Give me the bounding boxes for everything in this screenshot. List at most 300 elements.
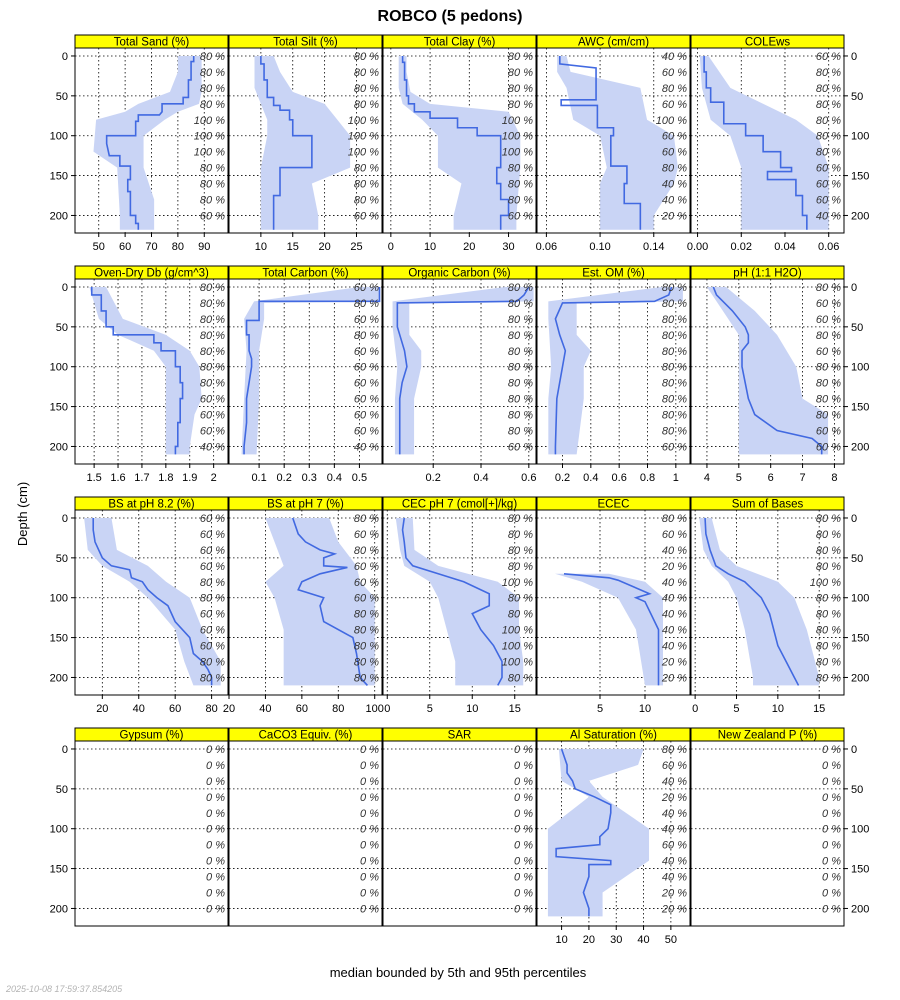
data-coverage-label: 60 % (199, 512, 225, 525)
data-coverage-label: 0 % (206, 887, 225, 900)
panel-title: Organic Carbon (%) (408, 267, 511, 280)
panel-title: New Zealand P (%) (717, 729, 818, 742)
x-tick-label: 5 (735, 472, 742, 484)
data-coverage-label: 60 % (815, 313, 841, 326)
data-coverage-label: 80 % (353, 98, 379, 111)
data-coverage-label: 20 % (661, 560, 687, 573)
data-coverage-label: 80 % (661, 82, 687, 95)
data-coverage-label: 60 % (199, 528, 225, 541)
data-coverage-label: 80 % (815, 672, 841, 685)
x-tick-label: 20 (96, 703, 109, 715)
x-tick-label: 5 (596, 703, 604, 715)
y-tick-label: 200 (851, 903, 870, 916)
panel-title: SAR (447, 729, 472, 742)
data-coverage-label: 0 % (822, 823, 841, 836)
x-tick-label: 50 (664, 934, 677, 946)
x-tick-label: 70 (145, 241, 158, 253)
data-coverage-label: 100 % (347, 130, 379, 143)
x-tick-label: 0.06 (535, 241, 558, 253)
panel (691, 497, 869, 715)
data-coverage-label: 0 % (514, 839, 533, 852)
panel (229, 35, 382, 253)
data-coverage-label: 60 % (199, 409, 225, 422)
data-coverage-label: 80 % (507, 560, 533, 573)
data-coverage-label: 80 % (199, 377, 225, 390)
data-coverage-label: 80 % (815, 130, 841, 143)
y-tick-label: 200 (851, 441, 870, 454)
data-coverage-label: 100 % (655, 114, 687, 127)
data-coverage-label: 60 % (661, 130, 687, 143)
data-coverage-label: 80 % (507, 297, 533, 310)
y-tick-label: 50 (55, 90, 68, 103)
data-coverage-label: 80 % (815, 656, 841, 669)
data-coverage-label: 60 % (199, 624, 225, 637)
data-coverage-label: 80 % (199, 672, 225, 685)
x-tick-label: 0.3 (301, 472, 317, 484)
x-tick-label: 80 (205, 703, 218, 715)
data-coverage-label: 60 % (353, 425, 379, 438)
data-coverage-label: 60 % (661, 66, 687, 79)
data-coverage-label: 0 % (360, 871, 379, 884)
panel (383, 497, 536, 715)
data-coverage-label: 0 % (514, 807, 533, 820)
y-tick-label: 0 (61, 743, 68, 756)
data-coverage-label: 80 % (353, 66, 379, 79)
data-coverage-label: 100 % (501, 656, 533, 669)
x-tick-label: 10 (771, 703, 784, 715)
y-tick-label: 0 (851, 281, 858, 294)
data-coverage-label: 80 % (815, 512, 841, 525)
data-coverage-label: 40 % (661, 640, 687, 653)
y-tick-label: 50 (55, 783, 68, 796)
data-coverage-label: 80 % (507, 178, 533, 191)
data-coverage-label: 0 % (514, 887, 533, 900)
data-coverage-label: 80 % (199, 656, 225, 669)
data-coverage-label: 80 % (353, 50, 379, 63)
x-tick-label: 10 (555, 934, 568, 946)
percentile-band (557, 56, 678, 230)
panel-title: Total Silt (%) (273, 36, 338, 49)
data-coverage-label: 20 % (661, 903, 687, 916)
data-coverage-label: 60 % (815, 425, 841, 438)
data-coverage-label: 40 % (661, 576, 687, 589)
y-tick-label: 150 (49, 170, 68, 183)
data-coverage-label: 60 % (353, 528, 379, 541)
data-coverage-label: 80 % (353, 82, 379, 95)
data-coverage-label: 80 % (661, 377, 687, 390)
data-coverage-label: 80 % (353, 608, 379, 621)
data-coverage-label: 60 % (661, 146, 687, 159)
x-tick-label: 0.1 (251, 472, 267, 484)
panel-title: ECEC (597, 498, 630, 511)
x-tick-label: 0.6 (521, 472, 537, 484)
x-tick-label: 50 (92, 241, 105, 253)
data-coverage-label: 80 % (815, 281, 841, 294)
data-coverage-label: 0 % (822, 759, 841, 772)
panel (223, 497, 384, 715)
data-coverage-label: 80 % (507, 313, 533, 326)
x-tick-label: 20 (222, 703, 236, 715)
panel (537, 728, 690, 946)
data-coverage-label: 0 % (514, 903, 533, 916)
data-coverage-label: 60 % (353, 210, 379, 223)
x-tick-label: 0.2 (554, 472, 571, 484)
data-coverage-label: 60 % (815, 162, 841, 175)
data-coverage-label: 80 % (815, 114, 841, 127)
data-coverage-label: 60 % (661, 98, 687, 111)
data-coverage-label: 100 % (193, 130, 225, 143)
panel-title: Total Clay (%) (423, 36, 496, 49)
x-axis-title: median bounded by 5th and 95th percentiles (329, 965, 587, 980)
data-coverage-label: 40 % (661, 194, 687, 207)
x-tick-label: 2 (210, 472, 217, 484)
data-coverage-label: 80 % (199, 66, 225, 79)
data-coverage-label: 60 % (815, 194, 841, 207)
x-tick-label: 0 (384, 703, 391, 715)
panel (383, 35, 536, 253)
data-coverage-label: 60 % (815, 178, 841, 191)
y-tick-label: 50 (55, 321, 68, 334)
data-coverage-label: 100 % (347, 114, 379, 127)
data-coverage-label: 0 % (206, 775, 225, 788)
percentile-band (255, 56, 351, 230)
x-tick-label: 1.9 (182, 472, 198, 484)
data-coverage-label: 60 % (199, 544, 225, 557)
x-tick-label: 90 (198, 241, 211, 253)
data-coverage-label: 0 % (206, 903, 225, 916)
data-coverage-label: 0 % (206, 807, 225, 820)
data-coverage-label: 80 % (815, 560, 841, 573)
data-coverage-label: 60 % (661, 441, 687, 454)
data-coverage-label: 80 % (353, 297, 379, 310)
data-coverage-label: 80 % (815, 377, 841, 390)
data-coverage-label: 100 % (193, 114, 225, 127)
y-tick-label: 200 (49, 441, 68, 454)
data-coverage-label: 0 % (206, 839, 225, 852)
percentile-band (699, 518, 819, 685)
data-coverage-label: 0 % (822, 887, 841, 900)
data-coverage-label: 0 % (822, 839, 841, 852)
data-coverage-label: 80 % (507, 672, 533, 685)
y-tick-label: 100 (49, 823, 68, 836)
data-coverage-label: 80 % (507, 281, 533, 294)
y-tick-label: 0 (61, 281, 68, 294)
y-tick-label: 200 (851, 672, 870, 685)
x-tick-label: 10 (466, 703, 479, 715)
data-coverage-label: 80 % (507, 50, 533, 63)
panel (383, 728, 536, 926)
x-tick-label: 1.8 (158, 472, 174, 484)
x-tick-label: 0.4 (326, 472, 342, 484)
y-tick-label: 50 (851, 552, 864, 565)
y-tick-label: 50 (851, 783, 864, 796)
y-tick-label: 0 (851, 512, 858, 525)
x-tick-label: 0.4 (473, 472, 489, 484)
y-tick-label: 100 (851, 592, 870, 605)
x-tick-label: 40 (132, 703, 145, 715)
data-coverage-label: 0 % (360, 743, 379, 756)
x-tick-label: 60 (169, 703, 182, 715)
y-tick-label: 150 (49, 632, 68, 645)
y-tick-label: 200 (49, 903, 68, 916)
y-tick-label: 150 (851, 401, 870, 414)
panel (691, 728, 869, 926)
x-tick-label: 15 (508, 703, 521, 715)
y-tick-label: 200 (49, 672, 68, 685)
data-coverage-label: 40 % (661, 50, 687, 63)
data-coverage-label: 100 % (809, 576, 841, 589)
data-coverage-label: 80 % (661, 393, 687, 406)
data-coverage-label: 100 % (501, 624, 533, 637)
y-tick-label: 50 (851, 321, 864, 334)
y-tick-label: 100 (851, 130, 870, 143)
x-tick-label: 60 (295, 703, 308, 715)
data-coverage-label: 80 % (353, 640, 379, 653)
data-coverage-label: 80 % (507, 393, 533, 406)
data-coverage-label: 80 % (199, 98, 225, 111)
data-coverage-label: 80 % (815, 592, 841, 605)
panel (229, 728, 382, 926)
data-coverage-label: 60 % (353, 576, 379, 589)
data-coverage-label: 60 % (199, 425, 225, 438)
data-coverage-label: 0 % (360, 903, 379, 916)
data-coverage-label: 80 % (661, 297, 687, 310)
x-tick-label: 0.06 (817, 241, 840, 253)
x-tick-label: 1.7 (134, 472, 150, 484)
data-coverage-label: 0 % (360, 823, 379, 836)
data-coverage-label: 80 % (661, 281, 687, 294)
data-coverage-label: 0 % (206, 743, 225, 756)
x-tick-label: 25 (350, 241, 363, 253)
panel-title: Gypsum (%) (119, 729, 184, 742)
data-coverage-label: 0 % (206, 823, 225, 836)
x-tick-label: 10 (254, 241, 267, 253)
panel-title: CEC pH 7 (cmol[+]/kg) (401, 498, 518, 511)
x-tick-label: 0.02 (730, 241, 752, 253)
data-coverage-label: 60 % (507, 441, 533, 454)
x-tick-label: 60 (118, 241, 132, 253)
data-coverage-label: 80 % (507, 345, 533, 358)
data-coverage-label: 0 % (514, 823, 533, 836)
x-tick-label: 4 (703, 472, 710, 484)
y-tick-label: 150 (851, 170, 870, 183)
data-coverage-label: 0 % (514, 759, 533, 772)
data-coverage-label: 0 % (360, 887, 379, 900)
data-coverage-label: 80 % (815, 544, 841, 557)
data-coverage-label: 80 % (353, 329, 379, 342)
data-coverage-label: 80 % (353, 178, 379, 191)
data-coverage-label: 80 % (353, 672, 379, 685)
data-coverage-label: 0 % (360, 791, 379, 804)
y-tick-label: 100 (49, 592, 68, 605)
data-coverage-label: 60 % (353, 281, 379, 294)
x-tick-label: 0 (692, 703, 699, 715)
panel (537, 497, 690, 715)
data-coverage-label: 0 % (514, 791, 533, 804)
data-coverage-label: 0 % (514, 871, 533, 884)
data-coverage-label: 60 % (199, 210, 225, 223)
data-coverage-label: 80 % (199, 345, 225, 358)
data-coverage-label: 40 % (661, 608, 687, 621)
x-tick-label: 0.10 (589, 241, 611, 253)
data-coverage-label: 80 % (661, 329, 687, 342)
data-coverage-label: 80 % (353, 162, 379, 175)
data-coverage-label: 60 % (661, 528, 687, 541)
data-coverage-label: 80 % (815, 409, 841, 422)
data-coverage-label: 80 % (199, 178, 225, 191)
data-coverage-label: 40 % (661, 592, 687, 605)
data-coverage-label: 80 % (507, 162, 533, 175)
x-tick-label: 5 (733, 703, 740, 715)
data-coverage-label: 80 % (661, 409, 687, 422)
panel-title: BS at pH 8.2 (%) (108, 498, 195, 511)
data-coverage-label: 80 % (353, 194, 379, 207)
x-tick-label: 8 (831, 472, 838, 484)
data-coverage-label: 80 % (507, 528, 533, 541)
panel (536, 35, 690, 253)
data-coverage-label: 0 % (360, 839, 379, 852)
data-coverage-label: 20 % (661, 791, 687, 804)
data-coverage-label: 80 % (507, 409, 533, 422)
x-tick-label: 0.6 (611, 472, 627, 484)
data-coverage-label: 80 % (507, 329, 533, 342)
data-coverage-label: 40 % (661, 775, 687, 788)
percentile-band (548, 749, 649, 916)
x-tick-label: 40 (259, 703, 272, 715)
data-coverage-label: 0 % (360, 807, 379, 820)
x-tick-label: 6 (767, 472, 774, 484)
data-coverage-label: 60 % (815, 297, 841, 310)
data-coverage-label: 100 % (347, 146, 379, 159)
panel-title: Sum of Bases (731, 498, 804, 511)
x-tick-label: 0.4 (583, 472, 599, 484)
data-coverage-label: 80 % (199, 162, 225, 175)
panel (50, 35, 228, 253)
panel-title: Oven-Dry Db (g/cm^3) (94, 267, 209, 280)
data-coverage-label: 40 % (815, 210, 841, 223)
y-tick-label: 0 (851, 50, 858, 63)
percentile-band (707, 287, 828, 454)
panel (229, 266, 382, 484)
panel-title: COLEws (744, 36, 791, 49)
data-coverage-label: 0 % (360, 855, 379, 868)
data-coverage-label: 80 % (507, 608, 533, 621)
data-coverage-label: 0 % (822, 807, 841, 820)
x-tick-label: 1.5 (86, 472, 102, 484)
panel-title: pH (1:1 H2O) (733, 267, 802, 280)
data-coverage-label: 60 % (661, 839, 687, 852)
y-tick-label: 100 (851, 361, 870, 374)
percentile-band (700, 56, 829, 230)
data-coverage-label: 60 % (353, 313, 379, 326)
data-coverage-label: 80 % (507, 425, 533, 438)
data-coverage-label: 80 % (507, 544, 533, 557)
data-coverage-label: 80 % (199, 297, 225, 310)
panel-title: BS at pH 7 (%) (267, 498, 344, 511)
panel (687, 35, 870, 253)
data-coverage-label: 60 % (353, 377, 379, 390)
data-coverage-label: 80 % (507, 194, 533, 207)
x-tick-label: 1.6 (110, 472, 126, 484)
percentile-band (555, 574, 663, 686)
percentile-band (93, 56, 201, 230)
data-coverage-label: 0 % (822, 743, 841, 756)
y-tick-label: 50 (851, 90, 864, 103)
data-coverage-label: 60 % (199, 393, 225, 406)
panel-title: AWC (cm/cm) (577, 36, 650, 49)
data-coverage-label: 0 % (822, 871, 841, 884)
data-coverage-label: 40 % (661, 544, 687, 557)
x-tick-label: 0 (387, 241, 394, 253)
data-coverage-label: 80 % (199, 194, 225, 207)
data-coverage-label: 60 % (353, 345, 379, 358)
data-coverage-label: 0 % (822, 791, 841, 804)
data-coverage-label: 80 % (815, 640, 841, 653)
x-tick-label: 15 (286, 241, 299, 253)
data-coverage-label: 80 % (661, 162, 687, 175)
y-tick-label: 150 (851, 863, 870, 876)
panel-title: Est. OM (%) (582, 267, 645, 280)
data-coverage-label: 0 % (360, 759, 379, 772)
x-tick-label: 10 (638, 703, 652, 715)
data-coverage-label: 80 % (661, 743, 687, 756)
data-coverage-label: 80 % (661, 425, 687, 438)
data-coverage-label: 100 % (501, 130, 533, 143)
y-tick-label: 50 (55, 552, 68, 565)
data-coverage-label: 80 % (815, 624, 841, 637)
data-coverage-label: 80 % (199, 50, 225, 63)
y-tick-label: 0 (61, 512, 68, 525)
x-tick-label: 30 (502, 241, 515, 253)
data-coverage-label: 60 % (815, 441, 841, 454)
chart-title: ROBCO (5 pedons) (377, 8, 523, 25)
x-tick-label: 100 (365, 703, 384, 715)
x-tick-label: 0.2 (425, 472, 441, 484)
data-coverage-label: 20 % (661, 672, 687, 685)
x-tick-label: 0.8 (639, 472, 656, 484)
y-tick-label: 150 (851, 632, 870, 645)
data-coverage-label: 80 % (507, 377, 533, 390)
data-coverage-label: 80 % (815, 608, 841, 621)
data-coverage-label: 40 % (661, 855, 687, 868)
data-coverage-label: 80 % (815, 329, 841, 342)
data-coverage-label: 100 % (501, 114, 533, 127)
x-tick-label: 0.5 (351, 472, 368, 484)
x-tick-label: 80 (332, 703, 345, 715)
data-coverage-label: 60 % (353, 393, 379, 406)
x-tick-label: 0.2 (276, 472, 292, 484)
data-coverage-label: 0 % (822, 775, 841, 788)
data-coverage-label: 60 % (199, 608, 225, 621)
data-coverage-label: 80 % (815, 393, 841, 406)
data-coverage-label: 80 % (199, 592, 225, 605)
data-coverage-label: 0 % (360, 775, 379, 788)
data-coverage-label: 0 % (206, 871, 225, 884)
x-tick-label: 1 (672, 472, 679, 484)
data-coverage-label: 60 % (353, 592, 379, 605)
panel-grid (50, 35, 870, 946)
percentile-band (399, 56, 521, 230)
data-coverage-label: 80 % (507, 361, 533, 374)
data-coverage-label: 100 % (193, 146, 225, 159)
y-tick-label: 200 (851, 210, 870, 223)
x-tick-label: 20 (582, 934, 596, 946)
data-coverage-label: 40 % (199, 441, 225, 454)
x-tick-label: 5 (426, 703, 433, 715)
x-tick-label: 80 (171, 241, 185, 253)
data-coverage-label: 80 % (507, 66, 533, 79)
data-coverage-label: 80 % (661, 512, 687, 525)
